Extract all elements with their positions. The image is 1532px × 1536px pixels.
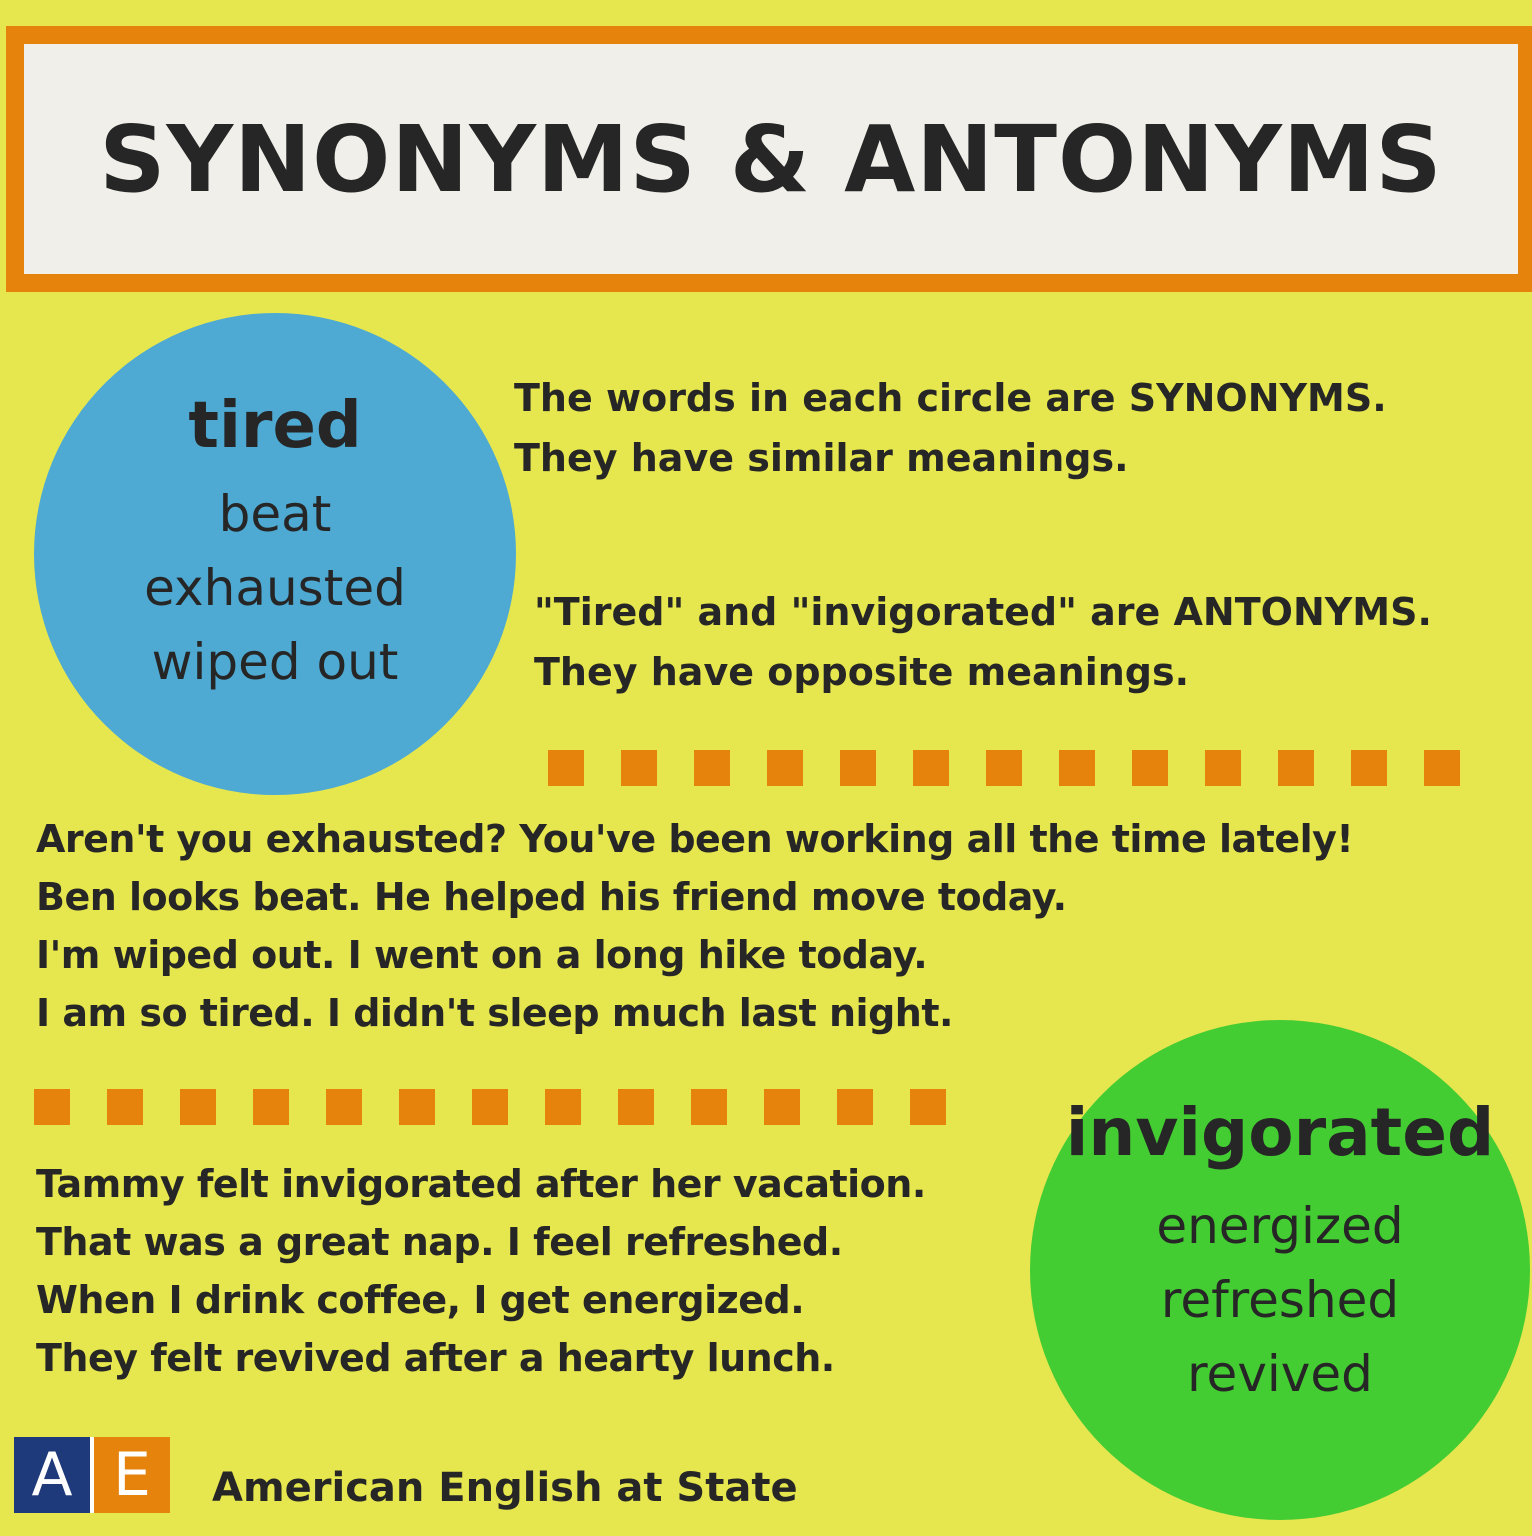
circle-synonym: revived: [1187, 1344, 1373, 1403]
explanation-line: "Tired" and "invigorated" are ANTONYMS.: [534, 590, 1432, 634]
page-title: SYNONYMS & ANTONYMS: [99, 105, 1443, 213]
example-sentence: I'm wiped out. I went on a long hike today.: [36, 933, 928, 977]
circle-synonym: wiped out: [151, 633, 399, 691]
tired-example-sentences: [36, 810, 1353, 1042]
ae-logo: [14, 1437, 170, 1513]
example-sentence: Ben looks beat. He helped his friend move today.: [36, 875, 1067, 919]
explanation-line: They have similar meanings.: [514, 436, 1129, 480]
example-sentence: That was a great nap. I feel refreshed.: [36, 1220, 843, 1264]
logo-letter-e: E: [94, 1437, 170, 1513]
explanation-line: The words in each circle are SYNONYMS.: [514, 376, 1387, 420]
divider-squares: [34, 1089, 983, 1125]
antonyms-explanation: [534, 582, 1432, 702]
circle-main-word: tired: [188, 389, 362, 463]
invigorated-synonyms-circle: [1030, 1020, 1530, 1520]
example-sentence: Aren't you exhausted? You've been working all the time lately!: [36, 817, 1354, 861]
example-sentence: When I drink coffee, I get energized.: [36, 1278, 805, 1322]
circle-synonym: exhausted: [144, 559, 406, 617]
example-sentence: Tammy felt invigorated after her vacation.: [36, 1162, 926, 1206]
title-box: [6, 26, 1532, 292]
explanation-line: They have opposite meanings.: [534, 650, 1190, 694]
tired-synonyms-circle: [34, 313, 516, 795]
invigorated-example-sentences: [36, 1155, 926, 1387]
organization-name: American English at State: [212, 1465, 798, 1511]
example-sentence: I am so tired. I didn't sleep much last night.: [36, 991, 953, 1035]
logo-letter-a: A: [14, 1437, 94, 1513]
circle-synonym: beat: [218, 485, 332, 543]
circle-synonym: energized: [1156, 1196, 1404, 1255]
circle-synonym: refreshed: [1160, 1270, 1400, 1329]
divider-squares: [548, 750, 1497, 786]
example-sentence: They felt revived after a hearty lunch.: [36, 1336, 835, 1380]
circle-main-word: invigorated: [1065, 1093, 1495, 1171]
synonyms-explanation: [514, 368, 1387, 488]
